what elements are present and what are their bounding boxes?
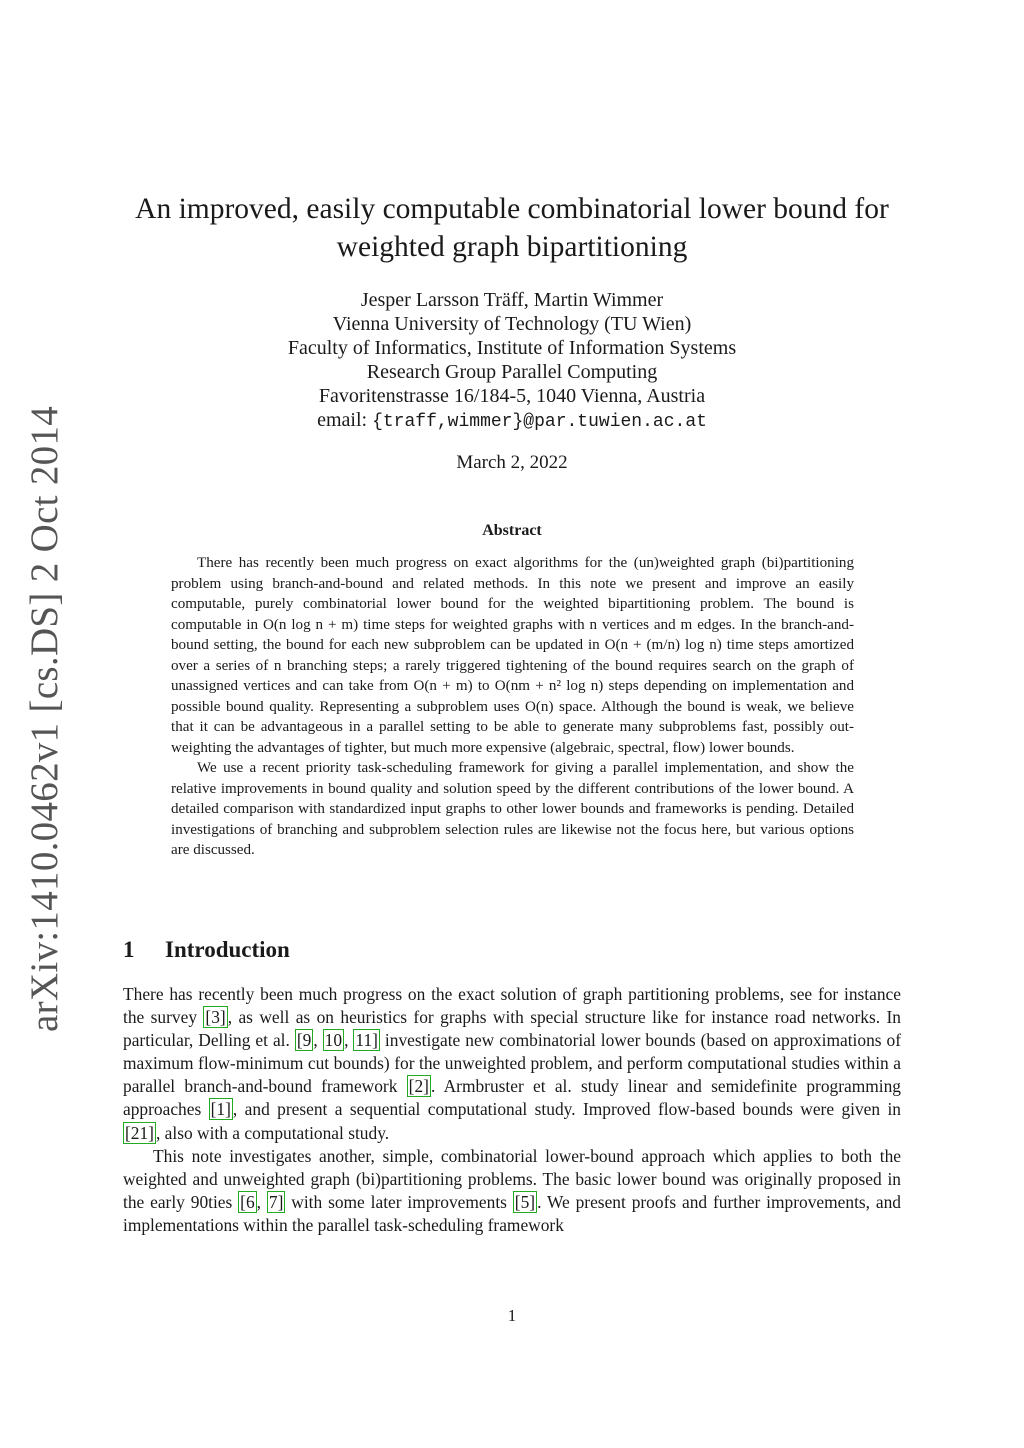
citation-link[interactable]: [3] — [205, 1007, 226, 1028]
paper-date: March 2, 2022 — [456, 452, 568, 473]
citation-link[interactable]: [9 — [296, 1030, 312, 1051]
arxiv-identifier: arXiv:1410.0462v1 [cs.DS] 2 Oct 2014 — [23, 405, 66, 1032]
citation-link[interactable]: 10 — [324, 1030, 343, 1051]
affiliation-group: Research Group Parallel Computing — [366, 361, 658, 383]
affiliation-faculty: Faculty of Informatics, Institute of Information Systems — [287, 337, 737, 359]
abstract-paragraph: There has recently been much progress on exact algorithms for the (un)weighted graph (bi)partitioning problem using branch-and-bound and related methods. In this note we present and improve an easily computable, purely combinatorial lower bound for the weighted bipartitioning problem. The bound is computable in O(n log n + m) time steps for weighted graphs with n vertices and m edges. In the branch-and-bound setting, the bound for each new subproblem can be updated in O(n + (m/n) log n) time steps amortized over a series of n branching steps; a rarely triggered tightening of the bound requires search on the graph of unassigned vertices and can take from O(n + m) to O(nm + n² log n) steps depending on implementation and possible bound quality. Representing a subproblem uses O(n) space. Although the bound is weak, we believe that it can be advantageous in a parallel setting to be able to generate many subproblems fast, possibly out-weighting the advantages of tighter, but much more expensive (algebraic, spectral, flow) lower bounds. — [171, 555, 854, 756]
email-address[interactable]: {traff,wimmer}@par.tuwien.ac.at — [372, 412, 707, 432]
citation-link[interactable]: [5] — [514, 1191, 536, 1212]
citation-link[interactable]: [6 — [240, 1191, 255, 1212]
body-paragraph: This note investigates another, simple, combinatorial lower-bound approach which applies to both the weighted and unweighted graph (bi)partitioning problems. The basic lower bound was originally proposed in the early 90ties [6 , 7] with some later improvements [5] . We present proofs and further improvements, and implementations within the parallel task-scheduling framework — [123, 1145, 901, 1235]
title-line: An improved, easily computable combinatorial lower bound for — [135, 193, 889, 225]
abstract-body — [171, 553, 854, 861]
citation-link[interactable]: [2] — [408, 1076, 429, 1097]
introduction-body — [123, 983, 901, 1237]
paper-title — [120, 190, 904, 266]
body-paragraph: There has recently been much progress on the exact solution of graph partitioning problems, see for instance the survey [3] , as well as on heuristics for graphs with special structure like for instance road networks. In particular, Delling et al. [9 , 10 , 11] investigate new combinatorial lower bounds (based on approximations of maximum flow-minimum cut bounds) for the unweighted problem, and perform computational studies within a parallel branch-and-bound framework [2] . Armbruster et al. study linear and semidefinite programming approaches [1] , and present a sequential computational study. Improved flow-based bounds were given in [21] , also with a computational study. — [123, 984, 901, 1143]
email-line — [120, 408, 904, 434]
section-title: Introduction — [165, 937, 290, 962]
citation-link[interactable]: 7] — [268, 1191, 284, 1212]
abstract-heading: Abstract — [482, 522, 542, 539]
email-label: email: — [317, 409, 368, 431]
title-line: weighted graph bipartitioning — [336, 231, 688, 263]
section-number: 1 — [123, 937, 135, 962]
abstract-paragraph: We use a recent priority task-scheduling framework for giving a parallel implementation, and show the relative improvements in bound quality and solution speed by the different contributions of the lower bound. A detailed comparison with standardized input graphs to other lower bounds and frameworks is pending. Detailed investigations of branching and subproblem selection rules are likewise not the focus here, but various options are discussed. — [171, 760, 854, 858]
authors: Jesper Larsson Träff, Martin Wimmer — [360, 289, 664, 311]
citation-link[interactable]: 11] — [355, 1030, 378, 1051]
citation-link[interactable]: [1] — [210, 1099, 231, 1120]
section-heading — [123, 935, 723, 965]
affiliation-address: Favoritenstrasse 16/184-5, 1040 Vienna, Austria — [318, 385, 706, 407]
affiliation-university: Vienna University of Technology (TU Wien) — [332, 313, 692, 335]
citation-link[interactable]: [21] — [125, 1122, 154, 1143]
page-number: 1 — [507, 1306, 517, 1325]
author-block — [120, 288, 904, 434]
